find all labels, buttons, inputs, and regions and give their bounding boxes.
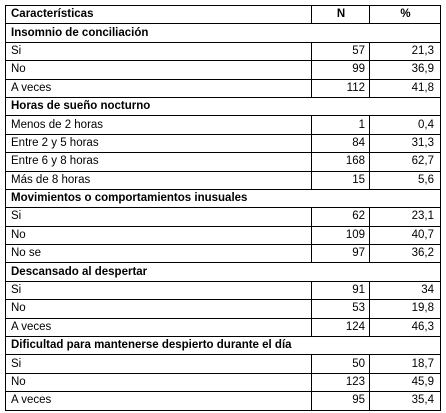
table-row	[6, 373, 441, 391]
section-header-row	[6, 263, 441, 281]
row-label: Si	[6, 42, 312, 60]
row-label: A veces	[6, 318, 312, 336]
table-row	[6, 281, 441, 299]
table-row	[6, 318, 441, 336]
row-percent: 62,7	[370, 153, 441, 171]
row-n: 50	[312, 355, 370, 373]
sleep-characteristics-table	[5, 5, 441, 411]
row-label: No se	[6, 245, 312, 263]
row-n: 112	[312, 79, 370, 97]
row-n: 57	[312, 42, 370, 60]
row-percent: 21,3	[370, 42, 441, 60]
section-blank-cell	[312, 337, 370, 355]
row-n: 95	[312, 392, 370, 410]
row-label: No	[6, 61, 312, 79]
section-blank-cell	[370, 97, 441, 115]
row-n: 168	[312, 153, 370, 171]
row-n: 109	[312, 226, 370, 244]
row-n: 124	[312, 318, 370, 336]
row-percent: 36,2	[370, 245, 441, 263]
row-percent: 36,9	[370, 61, 441, 79]
section-blank-cell	[312, 97, 370, 115]
row-label: No	[6, 300, 312, 318]
row-percent: 35,4	[370, 392, 441, 410]
section-blank-cell	[312, 189, 370, 207]
section-title: Insomnio de conciliación	[6, 24, 312, 42]
row-n: 62	[312, 208, 370, 226]
row-n: 84	[312, 134, 370, 152]
row-label: Entre 2 y 5 horas	[6, 134, 312, 152]
section-title: Dificultad para mantenerse despierto durante el día	[6, 337, 312, 355]
row-n: 53	[312, 300, 370, 318]
table-row	[6, 153, 441, 171]
table-row	[6, 79, 441, 97]
row-percent: 40,7	[370, 226, 441, 244]
section-blank-cell	[370, 24, 441, 42]
row-n: 123	[312, 373, 370, 391]
section-header-row	[6, 337, 441, 355]
row-label: A veces	[6, 392, 312, 410]
section-blank-cell	[370, 337, 441, 355]
header-characteristics: Características	[6, 6, 312, 24]
sleep-characteristics-table-container	[5, 5, 440, 411]
row-percent: 41,8	[370, 79, 441, 97]
row-label: Más de 8 horas	[6, 171, 312, 189]
table-row	[6, 116, 441, 134]
table-row	[6, 42, 441, 60]
table-row	[6, 208, 441, 226]
row-label: Entre 6 y 8 horas	[6, 153, 312, 171]
row-percent: 31,3	[370, 134, 441, 152]
header-row	[6, 6, 441, 24]
row-label: Si	[6, 208, 312, 226]
section-title: Horas de sueño nocturno	[6, 97, 312, 115]
table-row	[6, 61, 441, 79]
table-row	[6, 226, 441, 244]
row-label: A veces	[6, 79, 312, 97]
row-n: 97	[312, 245, 370, 263]
row-percent: 19,8	[370, 300, 441, 318]
row-label: No	[6, 373, 312, 391]
row-percent: 45,9	[370, 373, 441, 391]
table-row	[6, 134, 441, 152]
section-title: Descansado al despertar	[6, 263, 312, 281]
table-row	[6, 171, 441, 189]
row-percent: 34	[370, 281, 441, 299]
table-row	[6, 355, 441, 373]
row-n: 99	[312, 61, 370, 79]
table-row	[6, 392, 441, 410]
row-percent: 46,3	[370, 318, 441, 336]
row-label: Si	[6, 355, 312, 373]
section-header-row	[6, 24, 441, 42]
table-body	[6, 24, 441, 410]
header-percent: %	[370, 6, 441, 24]
row-percent: 0,4	[370, 116, 441, 134]
table-row	[6, 300, 441, 318]
row-percent: 18,7	[370, 355, 441, 373]
row-label: No	[6, 226, 312, 244]
row-n: 1	[312, 116, 370, 134]
row-label: Si	[6, 281, 312, 299]
row-percent: 5,6	[370, 171, 441, 189]
section-blank-cell	[370, 263, 441, 281]
row-n: 15	[312, 171, 370, 189]
section-header-row	[6, 189, 441, 207]
row-label: Menos de 2 horas	[6, 116, 312, 134]
table-header	[6, 6, 441, 24]
section-header-row	[6, 97, 441, 115]
section-title: Movimientos o comportamientos inusuales	[6, 189, 312, 207]
section-blank-cell	[312, 24, 370, 42]
row-percent: 23,1	[370, 208, 441, 226]
table-row	[6, 245, 441, 263]
header-n: N	[312, 6, 370, 24]
row-n: 91	[312, 281, 370, 299]
section-blank-cell	[370, 189, 441, 207]
section-blank-cell	[312, 263, 370, 281]
